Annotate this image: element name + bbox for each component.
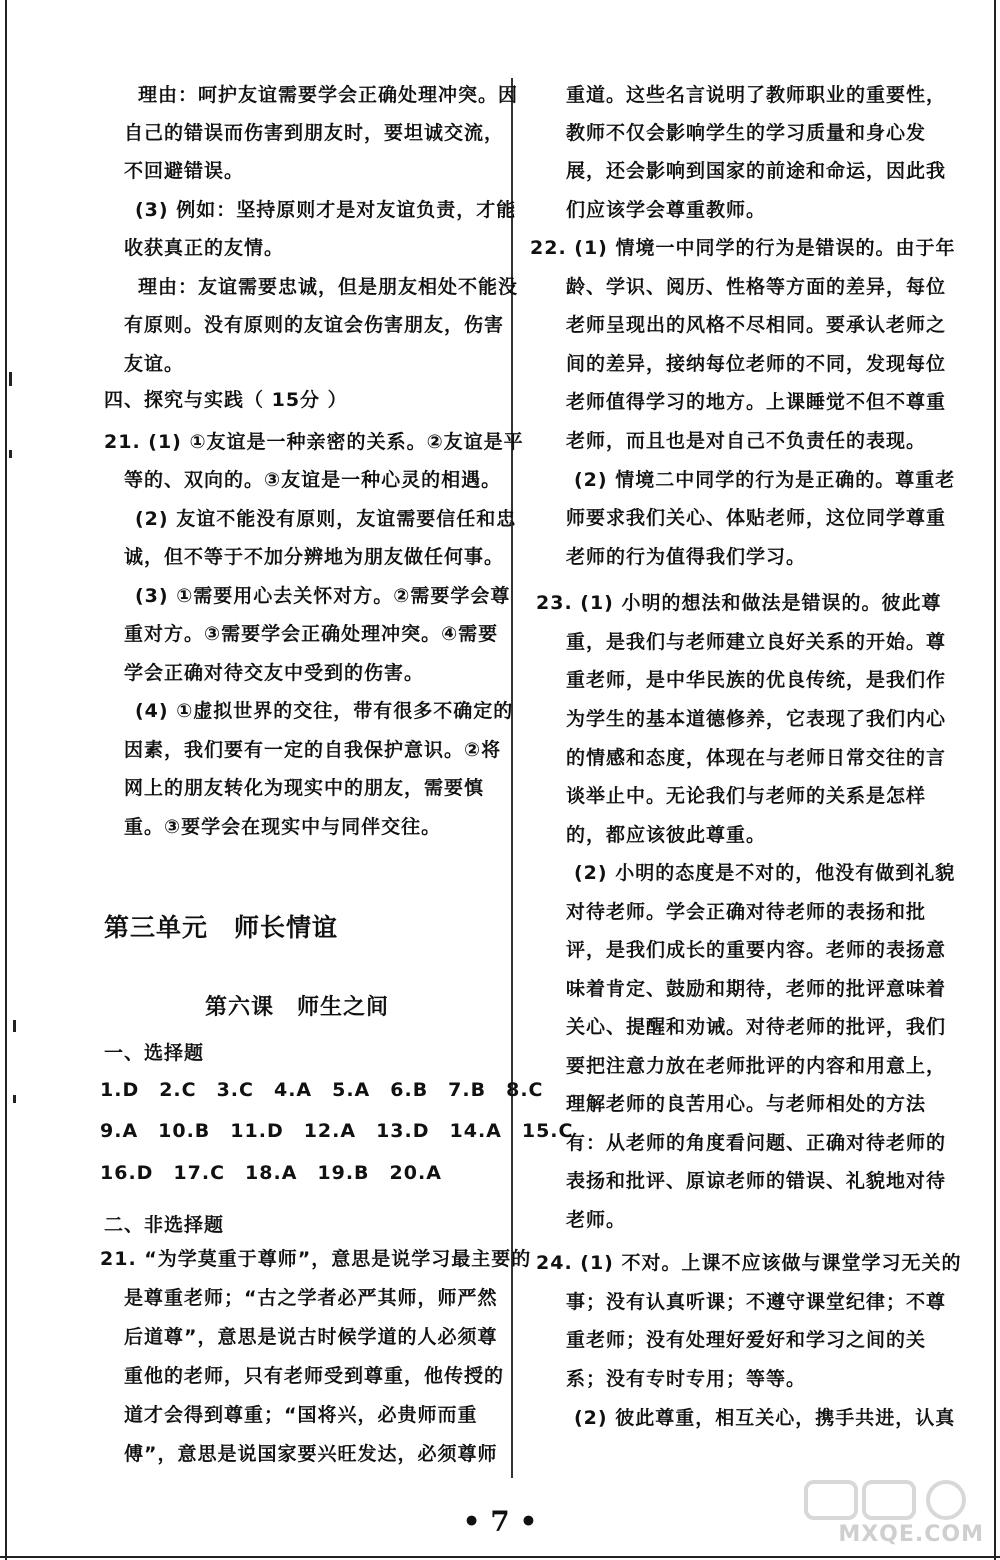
text-line: (2) 情境二中同学的行为是正确的。尊重老 (574, 469, 956, 491)
scan-mark (13, 1095, 16, 1103)
text-line: 重他的老师，只有老师受到尊重，他传授的 (124, 1365, 505, 1387)
answer-row: 9.A 10.B 11.D 12.A 13.D 14.A 15.C (100, 1120, 574, 1142)
text-line: 间的差异，接纳每位老师的不同，发现每位 (566, 353, 947, 375)
text-line: 有原则。没有原则的友谊会伤害朋友，伤害 (124, 314, 505, 336)
text-line: 关心、提醒和劝诫。对待老师的批评，我们 (566, 1016, 947, 1038)
text-line: 系；没有专时专用；等等。 (566, 1368, 807, 1390)
text-line: 道才会得到尊重；“国将兴，必贵师而重 (124, 1404, 478, 1426)
text-line: 要把注意力放在老师批评的内容和用意上， (566, 1055, 947, 1077)
text-line: 对待老师。学会正确对待老师的表扬和批 (566, 901, 927, 923)
scan-mark (9, 372, 12, 386)
text-line: 理解老师的良苦用心。与老师相处的方法 (566, 1093, 927, 1115)
page-border-bottom (0, 1556, 1000, 1558)
text-line: 24. (1) 不对。上课不应该做与课堂学习无关的 (536, 1252, 962, 1274)
text-line: 因素，我们要有一定的自我保护意识。②将 (124, 739, 502, 761)
text-line: 老师的行为值得我们学习。 (566, 546, 807, 568)
text-line: (2) 彼此尊重，相互关心，携手共进，认真 (574, 1407, 956, 1429)
unit-title: 第三单元 师长情谊 (104, 913, 339, 942)
text-line: 老师呈现出的风格不尽相同。要承认老师之 (566, 314, 947, 336)
answer-row: 16.D 17.C 18.A 19.B 20.A (100, 1162, 442, 1184)
text-line: 谈举止中。无论我们与老师的关系是怎样 (566, 785, 927, 807)
text-line: 自己的错误而伤害到朋友时，要坦诚交流， (124, 122, 505, 144)
text-line: 重，是我们与老师建立良好关系的开始。尊 (566, 631, 947, 653)
text-line: (2) 小明的态度是不对的，他没有做到礼貌 (574, 862, 956, 884)
text-line: 理由：呵护友谊需要学会正确处理冲突。因 (138, 84, 519, 106)
watermark-text: MXQE.COM (838, 1522, 984, 1547)
text-line: 的情感和态度，体现在与老师日常交往的言 (566, 747, 947, 769)
page-border-left (5, 0, 7, 1560)
section-heading: 一、选择题 (104, 1042, 205, 1064)
text-line: 诚，但不等于不加分辨地为朋友做任何事。 (124, 546, 505, 568)
text-line: 表扬和批评、原谅老师的错误、礼貌地对待 (566, 1170, 947, 1192)
text-line: (3) ①需要用心去关怀对方。②需要学会尊 (135, 585, 511, 607)
text-line: 学会正确对待交友中受到的伤害。 (124, 662, 425, 684)
page-border-right (994, 0, 996, 1560)
text-line: 21. (1) ①友谊是一种亲密的关系。②友谊是平 (104, 431, 524, 453)
text-line: 后道尊”，意思是说古时候学道的人必须尊 (124, 1326, 498, 1348)
text-line: 等的、双向的。③友谊是一种心灵的相遇。 (124, 469, 502, 491)
scan-mark (13, 1020, 16, 1032)
text-line: 重老师；没有处理好爱好和学习之间的关 (566, 1329, 927, 1351)
text-line: 21. “为学莫重于尊师”，意思是说学习最主要的 (100, 1248, 532, 1270)
text-line: 友谊。 (124, 353, 185, 375)
text-line: 评，是我们成长的重要内容。老师的表扬意 (566, 939, 947, 961)
text-line: 教师不仅会影响学生的学习质量和身心发 (566, 122, 927, 144)
scan-mark (9, 450, 12, 458)
text-line: (3) 例如：坚持原则才是对友谊负责，才能 (135, 199, 517, 221)
text-line: 的，都应该彼此尊重。 (566, 824, 767, 846)
text-line: 收获真正的友情。 (124, 237, 285, 259)
text-line: 不回避错误。 (124, 160, 245, 182)
text-line: 理由：友谊需要忠诚，但是朋友相处不能没 (138, 276, 519, 298)
text-line: 是尊重老师；“古之学者必严其师，师严然 (124, 1287, 498, 1309)
text-line: 重对方。③需要学会正确处理冲突。④需要 (124, 623, 499, 645)
text-line: (4) ①虚拟世界的交往，带有很多不确定的 (135, 700, 514, 722)
text-line: 重。③要学会在现实中与同伴交往。 (124, 816, 442, 838)
text-line: 味着肯定、鼓励和期待，老师的批评意味着 (566, 978, 947, 1000)
text-line: 重道。这些名言说明了教师职业的重要性， (566, 84, 947, 106)
text-line: 为学生的基本道德修养，它表现了我们内心 (566, 708, 947, 730)
text-line: 师要求我们关心、体贴老师，这位同学尊重 (566, 507, 947, 529)
text-line: 傅”，意思是说国家要兴旺发达，必须尊师 (124, 1443, 498, 1465)
answer-row: 1.D 2.C 3.C 4.A 5.A 6.B 7.B 8.C (100, 1079, 544, 1101)
lesson-title: 第六课 师生之间 (205, 995, 390, 1020)
text-line: 重老师，是中华民族的优良传统，是我们作 (566, 669, 947, 691)
text-line: 事；没有认真听课；不遵守课堂纪律；不尊 (566, 1291, 947, 1313)
text-line: 22. (1) 情境一中同学的行为是错误的。由于年 (530, 237, 956, 259)
text-line: 有：从老师的角度看问题、正确对待老师的 (566, 1132, 947, 1154)
section-heading: 四、探究与实践（ 15分 ） (104, 389, 348, 411)
page-number: • 7 • (462, 1505, 538, 1538)
text-line: 网上的朋友转化为现实中的朋友，需要慎 (124, 777, 485, 799)
text-line: 老师值得学习的地方。上课睡觉不但不尊重 (566, 391, 947, 413)
text-line: (2) 友谊不能没有原则，友谊需要信任和忠 (135, 508, 517, 530)
text-line: 23. (1) 小明的想法和做法是错误的。彼此尊 (536, 592, 942, 614)
text-line: 们应该学会尊重教师。 (566, 199, 767, 221)
text-line: 展，还会影响到国家的前途和命运，因此我 (566, 160, 947, 182)
section-heading: 二、非选择题 (104, 1214, 225, 1236)
text-line: 老师，而且也是对自己不负责任的表现。 (566, 430, 927, 452)
text-line: 龄、学识、阅历、性格等方面的差异，每位 (566, 276, 947, 298)
text-line: 老师。 (566, 1209, 627, 1231)
